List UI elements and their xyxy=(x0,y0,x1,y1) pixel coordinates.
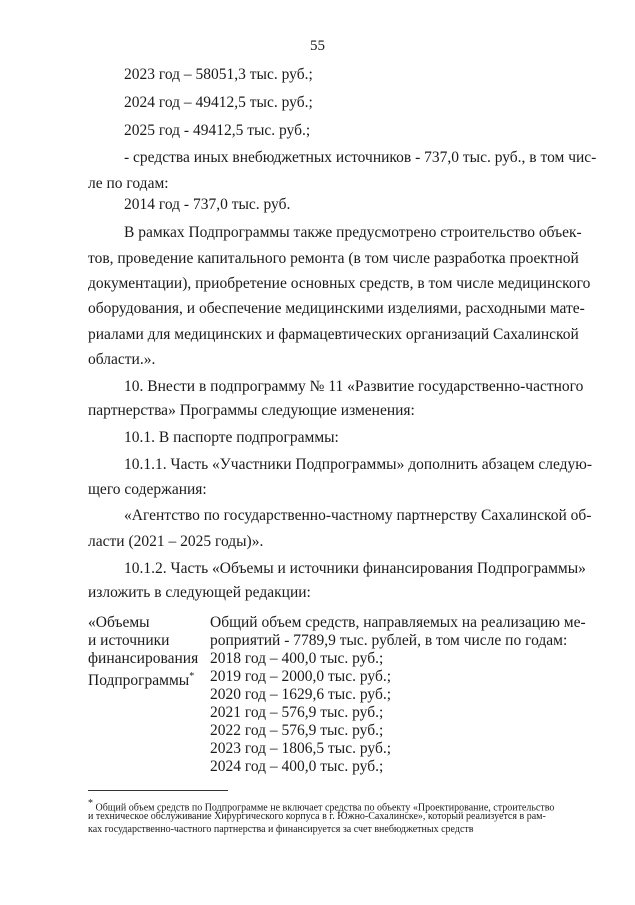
item-10-1-1-line-2: щего содержания: xyxy=(88,481,207,498)
item-10-1-2-line-1: 10.1.2. Часть «Объемы и источники финансирования Подпрограммы» xyxy=(124,560,586,577)
table-year-2018: 2018 год – 400,0 тыс. руб.; xyxy=(210,650,384,667)
year-2014-line: 2014 год - 737,0 тыс. руб. xyxy=(124,196,291,213)
year-2023-line: 2023 год – 58051,3 тыс. руб.; xyxy=(124,66,313,83)
table-year-2020: 2020 год – 1629,6 тыс. руб.; xyxy=(210,686,392,703)
table-right-column xyxy=(210,614,586,776)
footnote-line-1: * Общий объем средств по Подпрограмме не включает средства по объекту «Проектирование, строительство xyxy=(88,798,555,814)
footnote-line-2: и техническое обслуживание Хирургического корпуса в г. Южно-Сахалинске», который реализуется в рам- xyxy=(88,811,546,822)
table-year-2023: 2023 год – 1806,5 тыс. руб.; xyxy=(210,740,392,757)
table-year-2019: 2019 год – 2000,0 тыс. руб.; xyxy=(210,668,392,685)
table-left-column xyxy=(88,614,198,690)
year-2025-line: 2025 год - 49412,5 тыс. руб.; xyxy=(124,122,311,139)
paragraph-a-line-4: оборудования, и обеспечение медицинскими изделиями, расходными мате- xyxy=(88,300,585,317)
item-10-1-1-line-1: 10.1.1. Часть «Участники Подпрограммы» дополнить абзацем следую- xyxy=(124,456,593,473)
paragraph-a-line-2: тов, проведение капитального ремонта (в том числе разработка проектной xyxy=(88,250,579,267)
footnote-marker: * xyxy=(189,671,195,682)
agency-line-2: ласти (2021 – 2025 годы)». xyxy=(88,533,264,550)
other-sources-line: - средства иных внебюджетных источников - 737,0 тыс. руб., в том чис- xyxy=(124,149,597,166)
item-10-1-2-line-2: изложить в следующей редакции: xyxy=(88,584,311,601)
table-left-line-2: и источники xyxy=(88,632,170,649)
footnote-line-marker: * xyxy=(88,798,93,809)
year-2024-line: 2024 год – 49412,5 тыс. руб.; xyxy=(124,94,313,111)
agency-line-1: «Агентство по государственно-частному партнерству Сахалинской об- xyxy=(124,507,592,524)
item-10-line-2: партнерства» Программы следующие изменения: xyxy=(88,402,415,419)
table-year-2022: 2022 год – 576,9 тыс. руб.; xyxy=(210,722,384,739)
footnote-rule xyxy=(88,790,228,791)
table-left-line-4: Подпрограммы* xyxy=(88,671,195,690)
paragraph-a-line-5: риалами для медицинских и фармацевтических организаций Сахалинской xyxy=(88,326,579,343)
table-year-2024: 2024 год – 400,0 тыс. руб.; xyxy=(210,758,384,775)
table-right-line-2: роприятий - 7789,9 тыс. рублей, в том числе по годам: xyxy=(210,632,568,649)
other-sources-years-line: ле по годам: xyxy=(88,175,169,192)
table-right-line-1: Общий объем средств, направляемых на реализацию ме- xyxy=(210,614,586,631)
table-left-line-1: «Объемы xyxy=(88,614,150,631)
footnote-line-3: ках государственно-частного партнерства и финансируется за счет внебюджетных средств xyxy=(88,824,474,835)
paragraph-a-line-6: области.». xyxy=(88,351,156,368)
paragraph-a-line-1: В рамках Подпрограммы также предусмотрено строительство объек- xyxy=(124,224,582,241)
table-left-line-3: финансирования xyxy=(88,650,199,667)
item-10-1-line: 10.1. В паспорте подпрограммы: xyxy=(124,429,339,446)
table-year-2021: 2021 год – 576,9 тыс. руб.; xyxy=(210,704,384,721)
page-number: 55 xyxy=(310,38,325,54)
paragraph-a-line-3: документации), приобретение основных средств, в том числе медицинского xyxy=(88,275,591,292)
item-10-line-1: 10. Внести в подпрограмму № 11 «Развитие государственно-частного xyxy=(124,378,584,395)
